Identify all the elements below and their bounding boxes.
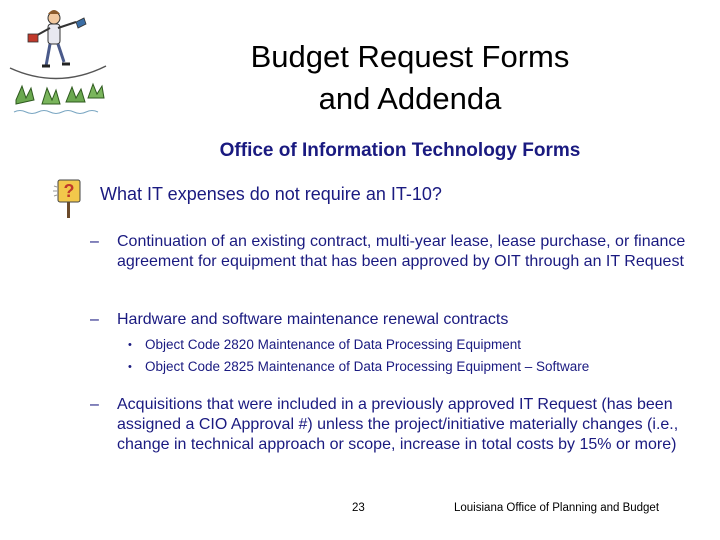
- list-item-text: Continuation of an existing contract, multi-year lease, lease purchase, or finance agreement for equipment that has been approved by OIT through an IT Request: [117, 233, 686, 270]
- sub-list-item-text: Object Code 2825 Maintenance of Data Processing Equipment – Software: [145, 359, 590, 374]
- dash-marker: –: [90, 311, 99, 328]
- sub-list-item: [128, 358, 708, 376]
- list-item: [90, 395, 690, 455]
- title-line-2: and Addenda: [318, 81, 502, 116]
- slide-subtitle: Office of Information Technology Forms: [219, 140, 581, 161]
- slide-title: [160, 36, 660, 120]
- question-mark-sign-icon: [52, 176, 86, 218]
- tightrope-walker-clipart: [8, 8, 108, 120]
- sub-list-item-text: Object Code 2820 Maintenance of Data Processing Equipment: [145, 337, 521, 352]
- page-number: 23: [352, 502, 365, 514]
- list-item-text: Hardware and software maintenance renewal contracts: [117, 311, 509, 328]
- dash-marker: –: [90, 396, 99, 413]
- bullet-marker: •: [128, 361, 132, 373]
- question-text: What IT expenses do not require an IT-10?: [100, 184, 442, 204]
- title-line-1: Budget Request Forms: [250, 39, 570, 74]
- list-item: [90, 232, 690, 272]
- bullet-marker: •: [128, 339, 132, 351]
- svg-text:?: ?: [63, 181, 75, 201]
- list-item: [90, 310, 690, 330]
- dash-marker: –: [90, 233, 99, 250]
- sub-list-item: [128, 336, 708, 354]
- list-item-text: Acquisitions that were included in a previously approved IT Request (has been assigned a CIO Approval #) unless the project/initiative materially changes (i.e., change in technical approach or scope, increase in total costs by 15% or more): [117, 396, 679, 453]
- footer-text: Louisiana Office of Planning and Budget: [454, 502, 660, 514]
